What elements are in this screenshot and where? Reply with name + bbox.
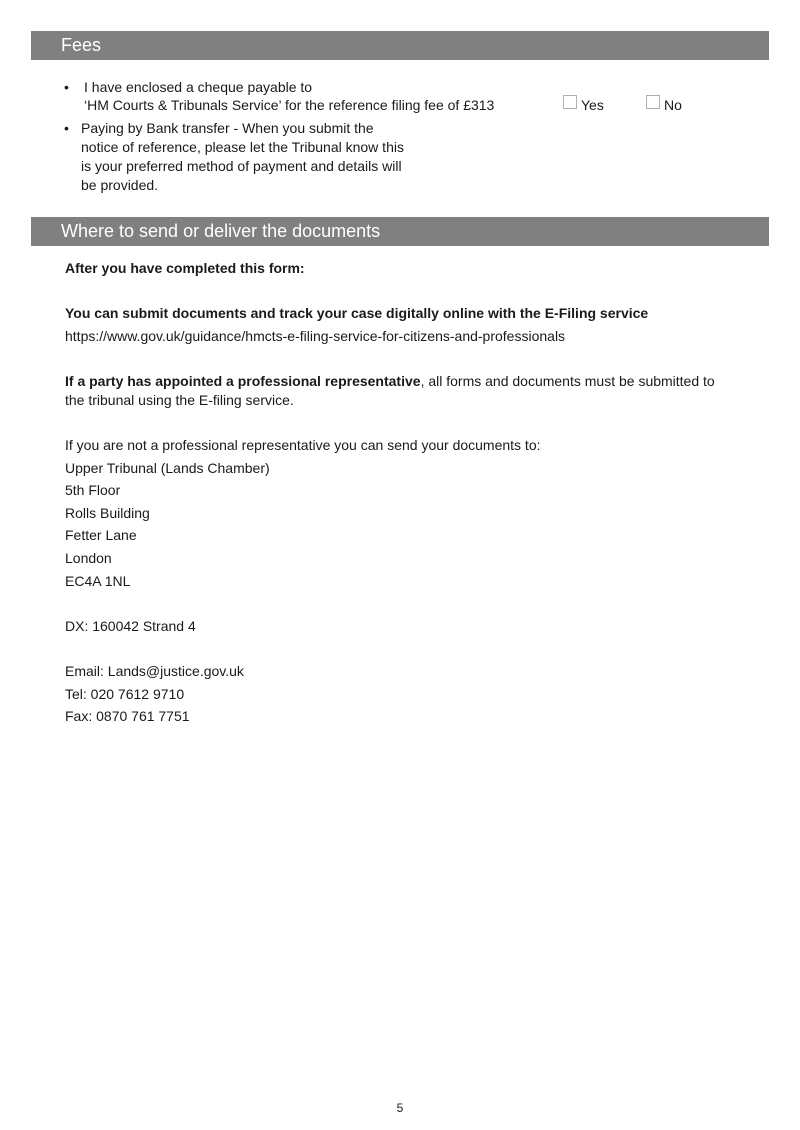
send-heading: Where to send or deliver the documents — [31, 217, 769, 246]
professional-bold: If a party has appointed a professional representative — [65, 373, 421, 389]
after-completed: After you have completed this form: — [65, 260, 305, 276]
efiling-heading: You can submit documents and track your case digitally online with the E-Filing service — [65, 305, 649, 321]
address-line: London — [65, 550, 112, 566]
professional-rest: , all forms and documents must be submitted to — [420, 373, 715, 389]
telephone: Tel: 020 7612 9710 — [65, 686, 185, 702]
bullet: • — [64, 79, 69, 95]
address-line: EC4A 1NL — [65, 573, 131, 589]
no-checkbox[interactable] — [646, 95, 660, 109]
not-professional: If you are not a professional representative you can send your documents to: — [65, 437, 541, 453]
address-line: Upper Tribunal (Lands Chamber) — [65, 460, 270, 476]
fees-heading: Fees — [31, 31, 769, 60]
page-number: 5 — [396, 1101, 404, 1115]
fax: Fax: 0870 761 7751 — [65, 708, 190, 724]
dx-number: DX: 160042 Strand 4 — [65, 618, 196, 634]
address-line: Rolls Building — [65, 505, 150, 521]
address-line: Fetter Lane — [65, 527, 137, 543]
bank-line-1: Paying by Bank transfer - When you submit the — [81, 120, 374, 136]
professional-line-1 — [65, 372, 715, 391]
bank-line-3: is your preferred method of payment and details will — [81, 158, 402, 174]
no-label: No — [664, 97, 682, 113]
bank-line-2: notice of reference, please let the Tribunal know this — [81, 139, 404, 155]
email: Email: Lands@justice.gov.uk — [65, 663, 244, 679]
yes-label: Yes — [581, 97, 604, 113]
yes-checkbox[interactable] — [563, 95, 577, 109]
bullet: • — [64, 120, 69, 136]
efiling-url[interactable]: https://www.gov.uk/guidance/hmcts-e-filing-service-for-citizens-and-professionals — [65, 328, 566, 344]
professional-line-2: the tribunal using the E-filing service. — [65, 392, 294, 408]
bank-line-4: be provided. — [81, 177, 159, 193]
cheque-line-1: I have enclosed a cheque payable to — [84, 79, 313, 95]
cheque-line-2: ‘HM Courts & Tribunals Service’ for the reference filing fee of £313 — [84, 97, 495, 113]
address-line: 5th Floor — [65, 482, 121, 498]
